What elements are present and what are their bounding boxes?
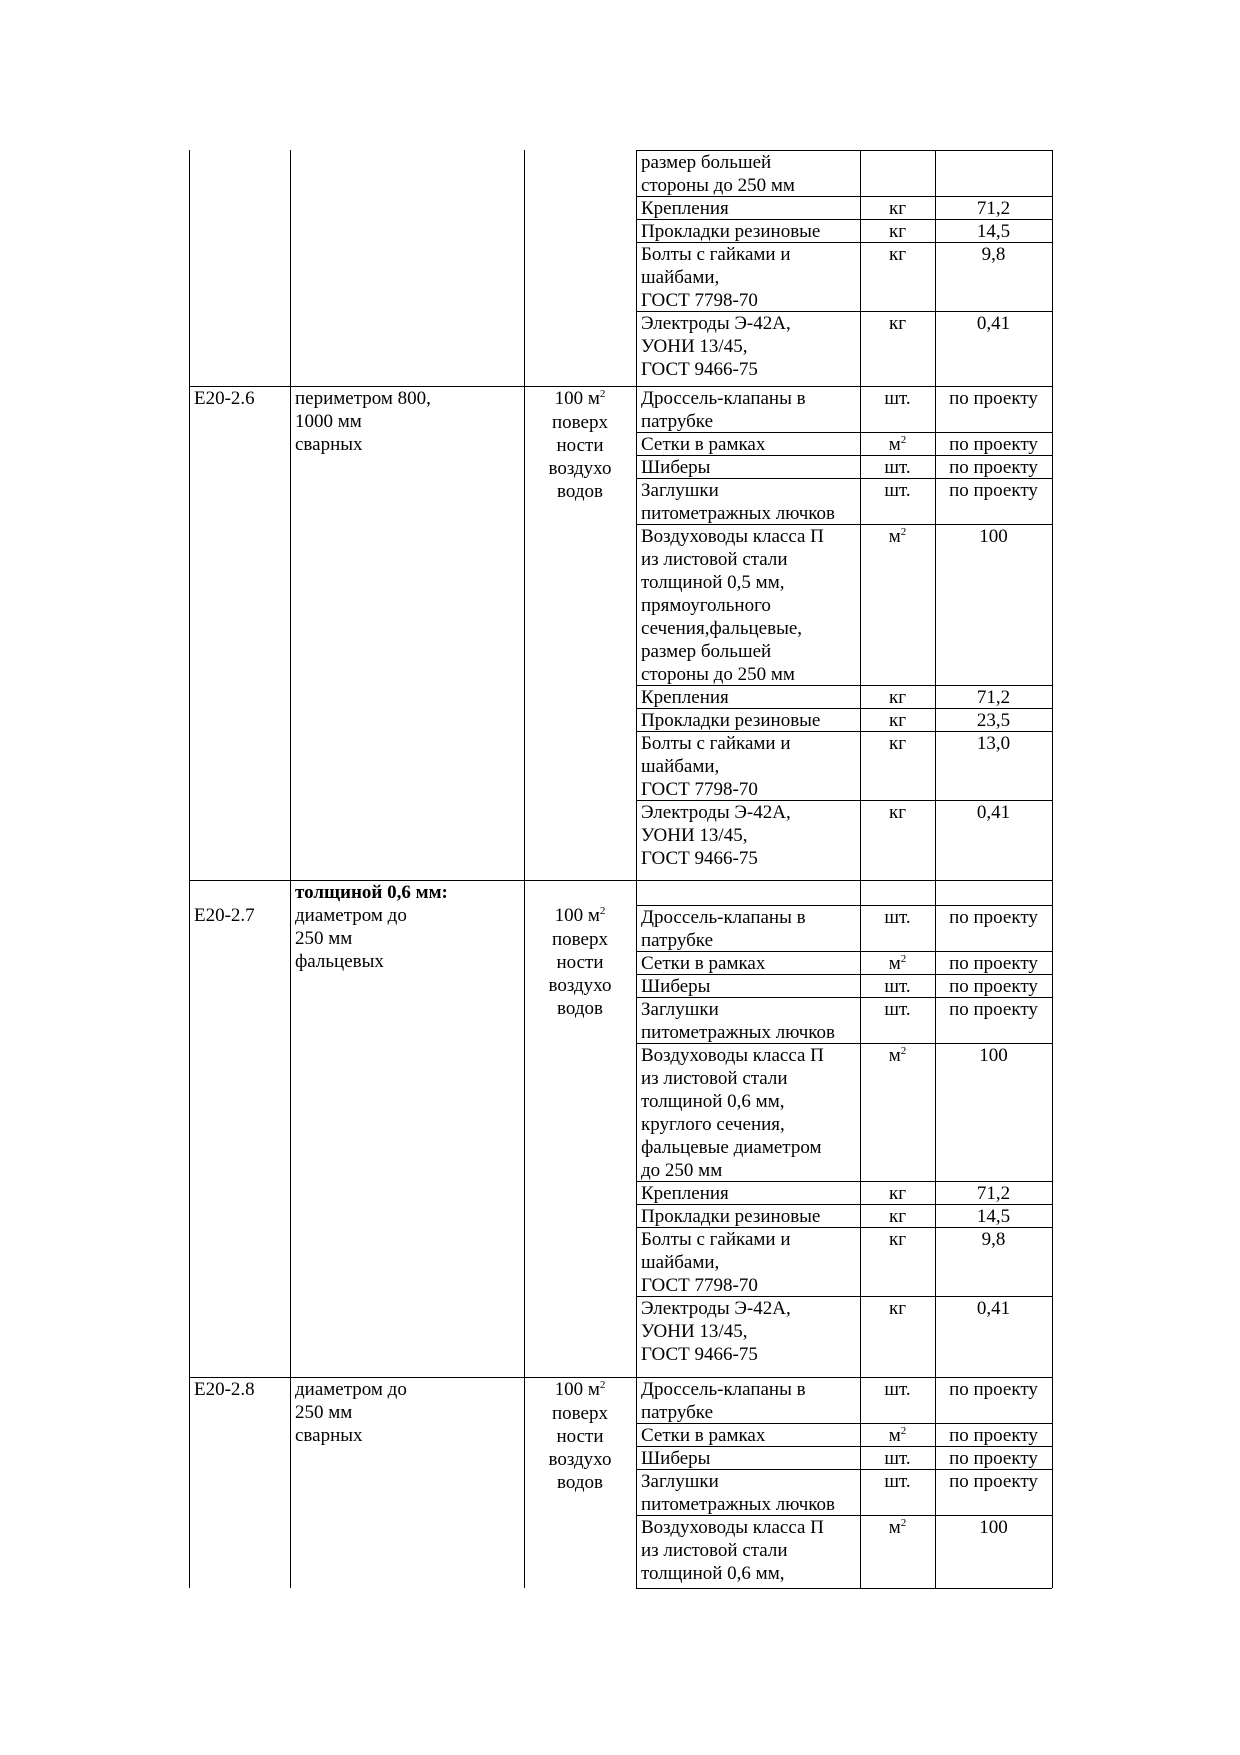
unit-cell: кг [888, 710, 907, 731]
section-unit-description: поверх ности воздухо водов [548, 1403, 612, 1493]
quantity-cell: 100 [979, 1045, 1008, 1066]
material-cell: Крепления [641, 687, 729, 708]
quantity-cell: 14,5 [976, 1206, 1011, 1227]
quantity-cell: по проекту [949, 953, 1038, 974]
material-cell: Прокладки резиновые [641, 710, 821, 731]
material-cell: Дроссель-клапаны в патрубке [641, 1379, 806, 1423]
material-cell: Заглушки питометражных лючков [641, 999, 836, 1043]
quantity-cell: 0,41 [976, 313, 1011, 334]
unit-cell: кг [888, 802, 907, 823]
unit-cell: шт. [884, 1471, 911, 1492]
quantity-cell: по проекту [949, 1425, 1038, 1446]
quantity-cell: 9,8 [981, 1229, 1006, 1250]
section-unit: 100 $м^2$ [554, 388, 606, 409]
unit-cell: кг [888, 221, 907, 242]
unit-cell: кг [888, 198, 907, 219]
material-cell: размер большей стороны до 250 мм [641, 152, 795, 196]
table-bottom-border [636, 1588, 1052, 1589]
quantity-cell: 71,2 [976, 198, 1011, 219]
unit-cell: шт. [884, 388, 911, 409]
unit-cell: шт. [884, 1379, 911, 1400]
section-heading: толщиной 0,6 мм: [295, 882, 448, 903]
material-cell: Шиберы [641, 457, 711, 478]
column-rule [290, 150, 291, 1588]
column-rule [636, 150, 637, 1588]
section-code: Е20-2.8 [194, 1379, 255, 1400]
quantity-cell: 0,41 [976, 1298, 1011, 1319]
quantity-cell: по проекту [949, 976, 1038, 997]
material-cell: Дроссель-клапаны в патрубке [641, 907, 806, 951]
quantity-cell: 13,0 [976, 733, 1011, 754]
quantity-cell: 100 [979, 1517, 1008, 1538]
column-rule [860, 150, 861, 1588]
quantity-cell: по проекту [949, 1471, 1038, 1492]
quantity-cell: 9,8 [981, 244, 1006, 265]
unit-cell: кг [888, 1183, 907, 1204]
column-rule [1052, 150, 1053, 1588]
quantity-cell: 71,2 [976, 687, 1011, 708]
unit-cell: шт. [884, 999, 911, 1020]
quantity-cell: по проекту [949, 388, 1038, 409]
quantity-cell: по проекту [949, 457, 1038, 478]
unit-cell: $м^2$ [888, 434, 907, 455]
section-name: диаметром до 250 мм фальцевых [295, 905, 407, 972]
section-name: периметром 800, 1000 мм сварных [295, 388, 431, 455]
quantity-cell: 0,41 [976, 802, 1011, 823]
unit-cell: кг [888, 687, 907, 708]
unit-cell: кг [888, 1229, 907, 1250]
material-cell: Болты с гайками и шайбами, ГОСТ 7798-70 [641, 1229, 791, 1296]
material-cell: Дроссель-клапаны в патрубке [641, 388, 806, 432]
material-cell: Шиберы [641, 976, 711, 997]
column-rule [189, 150, 190, 1588]
quantity-cell: по проекту [949, 434, 1038, 455]
unit-cell: шт. [884, 480, 911, 501]
material-cell: Электроды Э-42А, УОНИ 13/45, ГОСТ 9466-75 [641, 313, 791, 380]
section-unit: 100 $м^2$ [554, 905, 606, 926]
unit-cell: кг [888, 244, 907, 265]
section-code: Е20-2.7 [194, 905, 255, 926]
unit-cell: кг [888, 733, 907, 754]
unit-cell: шт. [884, 907, 911, 928]
material-cell: Сетки в рамках [641, 434, 766, 455]
unit-cell: шт. [884, 457, 911, 478]
material-cell: Воздуховоды класса П из листовой стали толщиной 0,6 мм, круглого сечения, фальцевые диаметром до 250 мм [641, 1045, 824, 1181]
column-rule [524, 150, 525, 1588]
quantity-cell: 23,5 [976, 710, 1011, 731]
section-unit-description: поверх ности воздухо водов [548, 412, 612, 502]
unit-cell: кг [888, 1206, 907, 1227]
section-name: диаметром до 250 мм сварных [295, 1379, 407, 1446]
quantity-cell: по проекту [949, 999, 1038, 1020]
material-cell: Заглушки питометражных лючков [641, 480, 836, 524]
material-cell: Заглушки питометражных лючков [641, 1471, 836, 1515]
unit-cell: кг [888, 1298, 907, 1319]
section-unit-description: поверх ности воздухо водов [548, 929, 612, 1019]
quantity-cell: по проекту [949, 1379, 1038, 1400]
unit-cell: шт. [884, 1448, 911, 1469]
material-cell: Электроды Э-42А, УОНИ 13/45, ГОСТ 9466-75 [641, 802, 791, 869]
material-cell: Воздуховоды класса П из листовой стали толщиной 0,5 мм, прямоугольного сечения,фальцевые, размер большей стороны до 250 мм [641, 526, 824, 685]
material-cell: Сетки в рамках [641, 953, 766, 974]
material-cell: Болты с гайками и шайбами, ГОСТ 7798-70 [641, 733, 791, 800]
material-cell: Электроды Э-42А, УОНИ 13/45, ГОСТ 9466-75 [641, 1298, 791, 1365]
section-unit: 100 $м^2$ [554, 1379, 606, 1400]
material-cell: Болты с гайками и шайбами, ГОСТ 7798-70 [641, 244, 791, 311]
quantity-cell: по проекту [949, 1448, 1038, 1469]
unit-cell: $м^2$ [888, 1045, 907, 1066]
quantity-cell: 71,2 [976, 1183, 1011, 1204]
unit-cell: $м^2$ [888, 1517, 907, 1538]
unit-cell: $м^2$ [888, 526, 907, 547]
unit-cell: $м^2$ [888, 953, 907, 974]
section-code: Е20-2.6 [194, 388, 255, 409]
quantity-cell: 14,5 [976, 221, 1011, 242]
material-cell: Прокладки резиновые [641, 221, 821, 242]
quantity-cell: по проекту [949, 907, 1038, 928]
material-cell: Воздуховоды класса П из листовой стали толщиной 0,6 мм, [641, 1517, 824, 1584]
material-cell: Крепления [641, 198, 729, 219]
unit-cell: кг [888, 313, 907, 334]
material-cell: Крепления [641, 1183, 729, 1204]
column-rule [935, 150, 936, 1588]
quantity-cell: по проекту [949, 480, 1038, 501]
quantity-cell: 100 [979, 526, 1008, 547]
material-cell: Сетки в рамках [641, 1425, 766, 1446]
unit-cell: шт. [884, 976, 911, 997]
material-cell: Шиберы [641, 1448, 711, 1469]
material-cell: Прокладки резиновые [641, 1206, 821, 1227]
unit-cell: $м^2$ [888, 1425, 907, 1446]
